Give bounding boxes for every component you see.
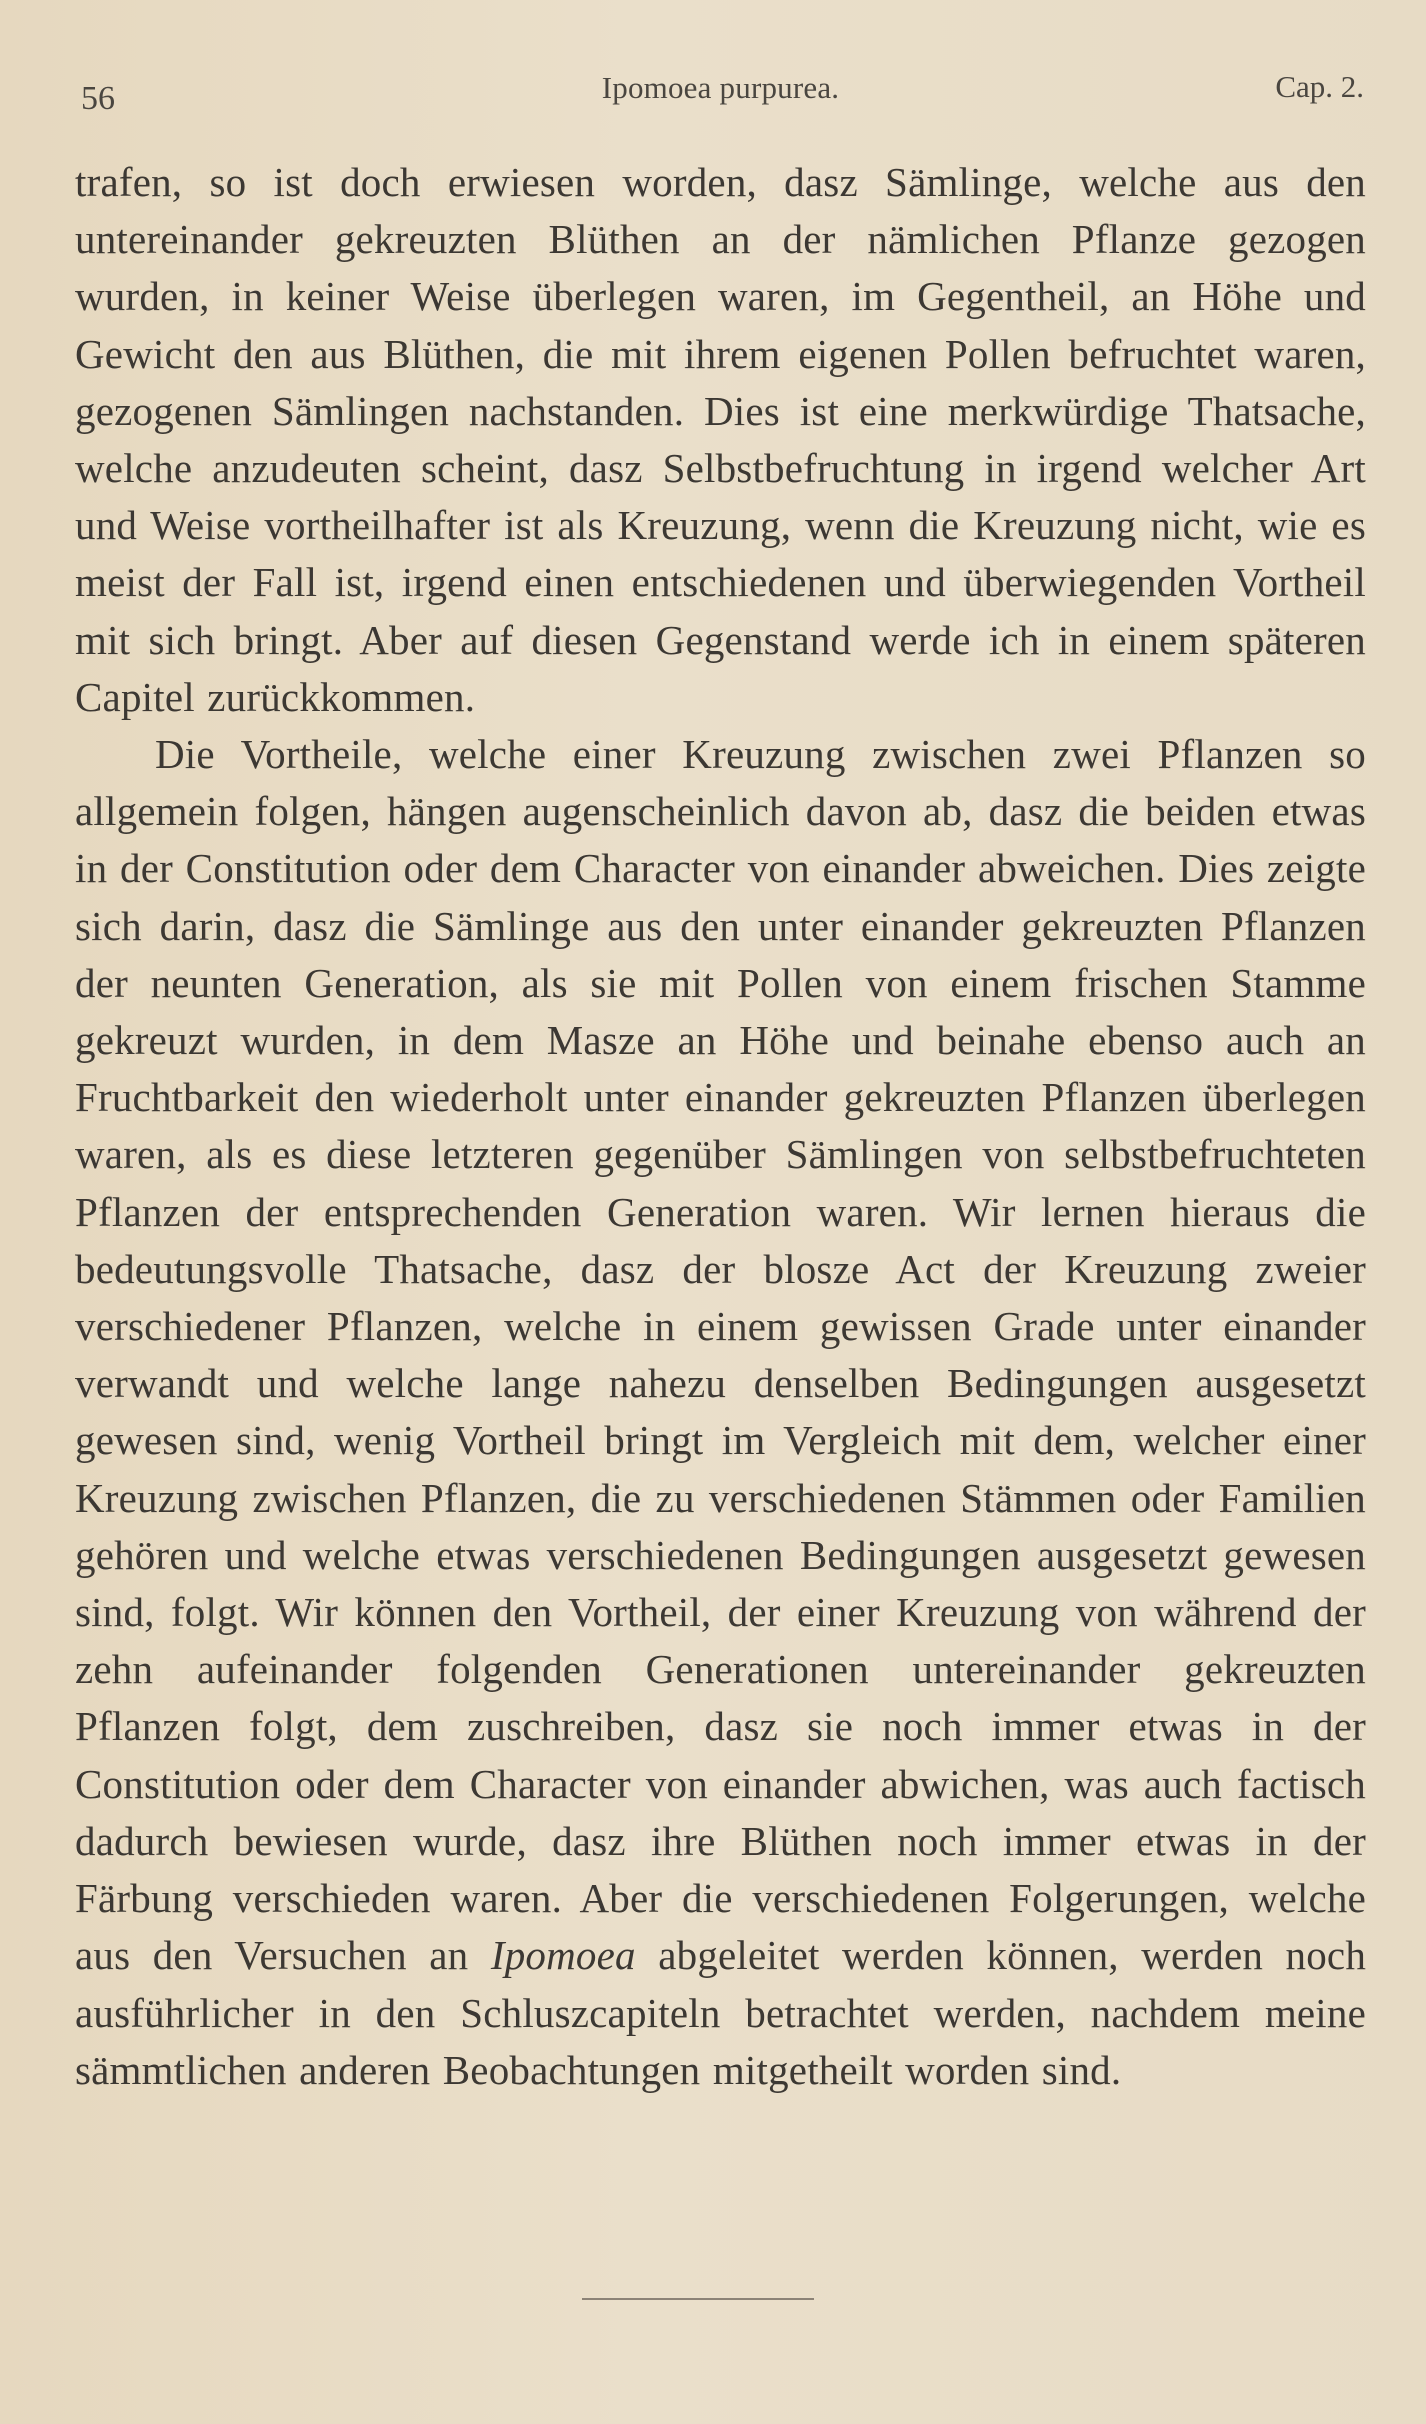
page-number: 56 (81, 80, 115, 117)
chapter-reference: Cap. 2. (1275, 69, 1364, 104)
paragraph-continuation: trafen, so ist doch erwiesen worden, dasz Sämlinge, welche aus den untereinander gekreuzten Blüthen an der nämlichen Pflanze gezogen wurden, in keiner Weise überlegen waren, im Gegentheil, an Höhe und Gewicht den aus Blüthen, die mit ihrem eigenen Pollen befruchtet waren, gezogenen Sämlingen nachstanden. Dies ist eine merkwürdige Thatsache, welche anzudeuten scheint, dasz Selbstbefruchtung in irgend welcher Art und Weise vortheilhafter ist als Kreuzung, wenn die Kreuzung nicht, wie es meist der Fall ist, irgend einen entschiedenen und überwiegenden Vortheil mit sich bringt. Aber auf diesen Gegenstand werde ich in einem späteren Capitel zurückkommen. (75, 159, 1366, 720)
paragraph-main-text-after-italic: abgeleitet werden können, werden noch ausführlicher in den Schluszcapiteln betrachtet werden, nachdem meine sämmtlichen anderen Beobachtungen mitgetheilt worden sind. (75, 1932, 1367, 2093)
paragraph-main (75, 726, 1366, 2099)
running-head (75, 60, 1366, 126)
genus-name-italic: Ipomoea (490, 1932, 636, 1979)
paragraph-main-text-before-italic: Die Vortheile, welche einer Kreuzung zwischen zwei Pflanzen so allgemein folgen, hängen augenscheinlich davon ab, dasz die beiden etwas in der Constitution oder dem Character von einander abweichen. Dies zeigte sich darin, dasz die Sämlinge aus den unter einander gekreuzten Pflanzen der neunten Generation, als sie mit Pollen von einem frischen Stamme gekreuzt wurden, in dem Masze an Höhe und beinahe ebenso auch an Fruchtbarkeit den wiederholt unter einander gekreuzten Pflanzen überlegen waren, als es diese letzteren gegenüber Sämlingen von selbstbefruchteten Pflanzen der entsprechenden Generation waren. Wir lernen hieraus die bedeutungsvolle Thatsache, dasz der blosze Act der Kreuzung zweier verschiedener Pflanzen, welche in einem gewissen Grade unter einander verwandt und welche lange nahezu denselben Bedingungen ausgesetzt gewesen sind, wenig Vortheil bringt im Vergleich mit dem, welcher einer Kreuzung zwischen Pflanzen, die zu verschiedenen Stämmen oder Familien gehören und welche etwas verschiedenen Bedingungen ausgesetzt gewesen sind, folgt. Wir können den Vortheil, der einer Kreuzung von während der zehn aufeinander folgenden Generationen untereinander gekreuzten Pflanzen folgt, dem zuschreiben, dasz sie noch immer etwas in der Constitution oder dem Character von einander abwichen, was auch factisch dadurch bewiesen wurde, dasz ihre Blüthen noch immer etwas in der Färbung verschieden waren. Aber die verschiedenen Folgerungen, welche aus den Versuchen an (75, 731, 1366, 1979)
running-title: Ipomoea purpurea. (601, 70, 840, 105)
body-text (75, 154, 1366, 2099)
section-end-rule (582, 2298, 814, 2300)
